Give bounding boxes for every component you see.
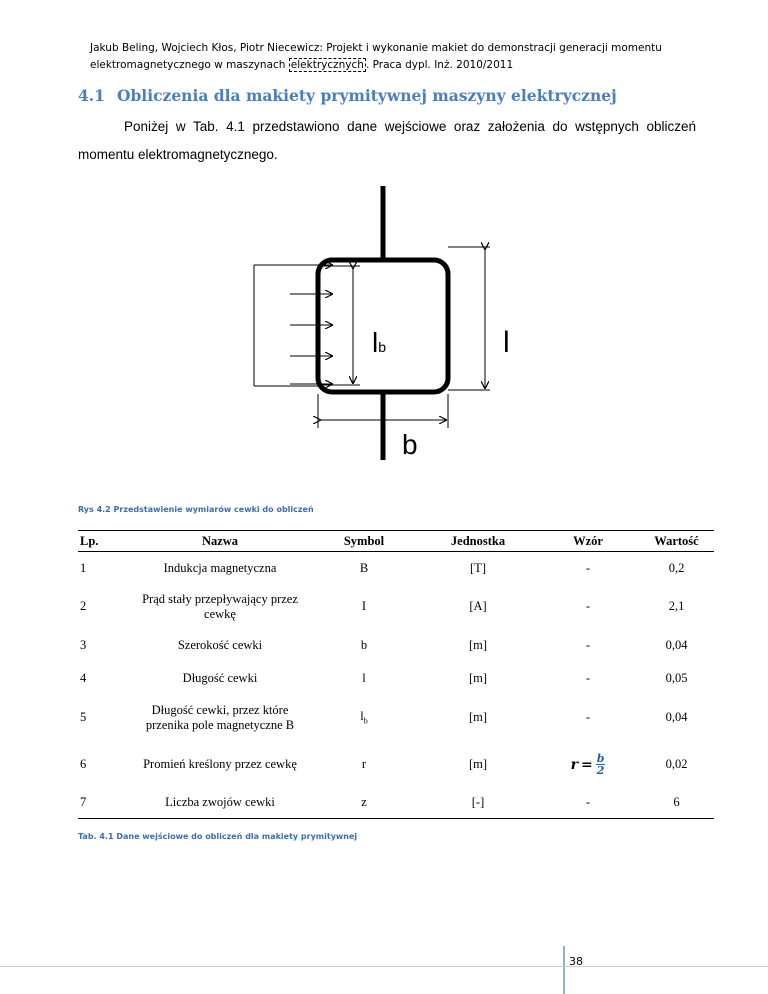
cell-jednostka: [m] <box>468 757 488 771</box>
highlighted-word: elektrycznych <box>290 59 364 71</box>
cell-lp: 7 <box>80 795 87 810</box>
cell-wzor: - <box>585 599 591 613</box>
figure-caption: Rys 4.2 Przedstawienie wymiarów cewki do obliczeń <box>78 505 314 514</box>
label-l: l <box>503 326 510 359</box>
cell-wartosc: 0,04 <box>665 710 688 724</box>
table-row <box>78 552 714 585</box>
table-header-row <box>78 531 714 552</box>
cell-symbol <box>309 694 419 742</box>
cell-lp: 2 <box>80 599 87 613</box>
cell-wzor: - <box>585 638 591 652</box>
cell-nazwa: Długość cewki <box>182 670 258 685</box>
cell-wartosc: 0,2 <box>668 560 685 575</box>
label-b: b <box>402 429 418 460</box>
footer-divider <box>0 966 768 967</box>
cell-lp: 6 <box>80 757 87 771</box>
cell-wartosc: 6 <box>673 795 680 810</box>
formula-fraction <box>596 753 606 776</box>
cell-nazwa: Liczba zwojów cewki <box>165 795 275 810</box>
cell-symbol: I <box>361 599 367 613</box>
coil-diagram <box>0 180 768 470</box>
cell-nazwa: Promień kreślony przez cewkę <box>143 757 297 771</box>
intro-text: Poniżej w Tab. 4.1 przedstawiono dane wejściowe oraz założenia do wstępnych obliczeń momentu elektromagnetycznego. <box>78 119 696 162</box>
cell-wartosc: 0,04 <box>665 638 688 652</box>
cell-jednostka: [A] <box>469 599 487 613</box>
input-data-table <box>78 530 714 819</box>
cell-nazwa: Prąd stały przepływający przez cewkę <box>142 591 298 621</box>
cell-jednostka: [m] <box>468 710 488 724</box>
section-title: Obliczenia dla makiety prymitywnej maszyny elektrycznej <box>116 86 617 105</box>
page-header <box>90 40 710 74</box>
formula <box>571 753 606 776</box>
cell-wzor <box>537 742 639 788</box>
cell-wzor: - <box>585 795 591 810</box>
cell-wartosc: 0,02 <box>665 757 688 771</box>
coil-loop <box>318 260 448 392</box>
symbol-main: l <box>360 709 364 724</box>
l-dimension <box>448 247 490 390</box>
cell-symbol: b <box>360 638 368 652</box>
cell-nazwa: Długość cewki, przez które przenika pole magnetyczne B <box>145 702 295 732</box>
cell-wzor: - <box>585 670 591 685</box>
cell-jednostka: [-] <box>471 795 485 810</box>
col-lp: Lp. <box>80 533 99 548</box>
col-jednostka: Jednostka <box>450 533 506 548</box>
col-symbol: Symbol <box>343 533 385 548</box>
cell-wartosc: 2,1 <box>668 599 685 613</box>
cell-lp: 4 <box>80 670 87 685</box>
col-wzor: Wzór <box>573 533 603 548</box>
cell-wartosc: 0,05 <box>665 670 688 685</box>
table-row <box>78 629 714 663</box>
table-row <box>78 694 714 742</box>
section-number: 4.1 <box>78 86 105 105</box>
header-line-2-end: . Praca dypl. Inż. 2010/2011 <box>365 59 514 71</box>
table-row <box>78 663 714 694</box>
page-number: 38 <box>569 955 583 968</box>
cell-symbol: l <box>362 670 366 685</box>
cell-symbol: z <box>361 795 367 810</box>
symbol-subscript: b <box>363 716 368 726</box>
cell-nazwa: Indukcja magnetyczna <box>163 560 277 575</box>
cell-jednostka: [m] <box>468 638 488 652</box>
formula-numerator: b <box>596 752 605 765</box>
cell-jednostka: [m] <box>468 670 488 685</box>
header-line-1: Jakub Beling, Wojciech Kłos, Piotr Niecewicz: Projekt i wykonanie makiet do demonstracji generacji momentu <box>90 42 662 54</box>
col-wartosc: Wartość <box>654 533 699 548</box>
col-nazwa: Nazwa <box>201 533 239 548</box>
cell-lp: 1 <box>80 560 87 575</box>
cell-nazwa: Szerokość cewki <box>177 638 263 652</box>
formula-lhs: r <box>570 756 578 773</box>
footer-accent-bar <box>563 946 565 994</box>
cell-lp: 5 <box>80 710 87 724</box>
cell-jednostka: [T] <box>470 560 486 575</box>
cell-symbol: r <box>361 757 367 771</box>
table-row <box>78 585 714 629</box>
intro-paragraph <box>78 113 696 169</box>
table-row <box>78 788 714 819</box>
formula-equals: = <box>580 756 593 773</box>
cell-lp: 3 <box>80 638 87 652</box>
table-caption: Tab. 4.1 Dane wejściowe do obliczeń dla makiety prymitywnej <box>78 832 358 841</box>
formula-denominator: 2 <box>596 764 605 777</box>
cell-symbol: B <box>359 560 369 575</box>
header-line-2 <box>90 57 710 74</box>
section-heading <box>78 86 617 105</box>
label-lb: lb <box>372 327 387 358</box>
cell-wzor: - <box>585 560 591 575</box>
header-line-2-start: elektromagnetycznego w maszynach <box>90 59 289 71</box>
table-row <box>78 742 714 788</box>
cell-wzor: - <box>585 710 591 724</box>
